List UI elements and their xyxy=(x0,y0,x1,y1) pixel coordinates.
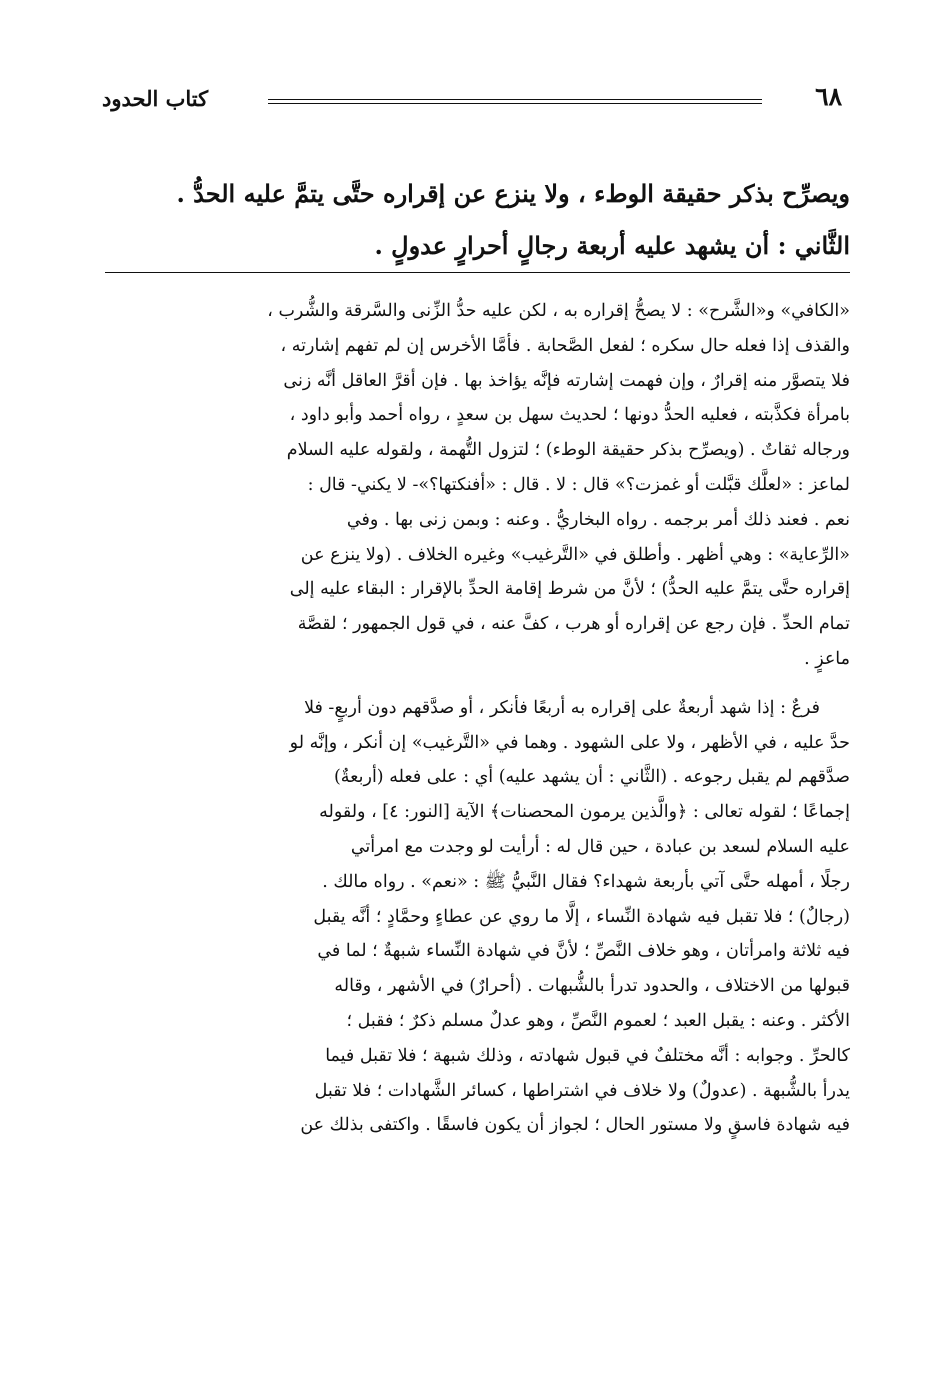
commentary-line: تمام الحدِّ . فإن رجع عن إقراره أو هرب ، كفَّ عنه ، في قول الجمهور ؛ لقصَّة xyxy=(297,614,850,635)
main-text xyxy=(105,168,850,272)
commentary-line: فرعٌ : إذا شهد أربعةٌ على إقراره به أربعًا فأنكر ، أو صدَّقهم دون أربعٍ- فلا xyxy=(304,697,820,718)
commentary-line: فيه شهادة فاسقٍ ولا مستور الحال ؛ لجواز أن يكون فاسقًا . واكتفى بذلك عن xyxy=(300,1115,850,1136)
commentary-line: رجلًا ، أمهله حتَّى آتي بأربعة شهداء؟ فقال النَّبيُّ ﷺ : «نعم» . رواه مالك . xyxy=(322,871,850,892)
commentary-line: (رجالٌ) ؛ فلا تقبل فيه شهادة النِّساء ، إلَّا ما روي عن عطاءٍ وحمَّادٍ ؛ أنَّه يقبل xyxy=(313,906,850,927)
commentary-line: الأكثر . وعنه : يقبل العبد ؛ لعموم النَّصِّ ، وهو عدلٌ مسلم ذكرٌ ؛ فقبل ؛ xyxy=(346,1010,850,1031)
commentary-line: كالحرِّ . وجوابه : أنَّه مختلفٌ في قبول شهادته ، وذلك شبهة ؛ فلا تقبل فيما xyxy=(325,1045,850,1066)
commentary xyxy=(105,294,850,1143)
commentary-line: ورجاله ثقاتٌ . (ويصرِّح بذكر حقيقة الوطء) ؛ لتزول التُّهمة ، ولقوله عليه السلام xyxy=(286,440,850,461)
commentary-line: والقذف إذا فعله حال سكره ؛ لفعل الصَّحابة . فأمَّا الأخرس إن لم تفهم إشارته ، xyxy=(280,335,850,356)
commentary-line: ماعزٍ . xyxy=(804,648,850,669)
commentary-line: «الرِّعاية» : وهي أظهر . وأطلق في «التَّرغيب» وغيره الخلاف . (ولا ينزع عن xyxy=(300,544,850,565)
separator-rule xyxy=(105,272,850,273)
page-number: ٦٨ xyxy=(815,82,842,111)
commentary-line: فلا يتصوَّر منه إقرارٌ ، وإن فهمت إشارته فإنَّه يؤاخذ بها . فإن أقرَّ العاقل أنَّه زنى xyxy=(283,370,850,391)
commentary-line: بامرأة فكذَّبته ، فعليه الحدُّ دونها ؛ لحديث سهل بن سعدٍ ، رواه أحمد وأبو داود ، xyxy=(289,405,850,426)
paragraph-gap xyxy=(105,677,850,691)
commentary-paragraph-1 xyxy=(105,294,850,677)
commentary-line: عليه السلام لسعد بن عبادة ، حين قال له : أرأيت لو وجدت مع امرأتي xyxy=(350,836,850,857)
commentary-line: إجماعًا ؛ لقوله تعالى : ﴿والَّذين يرمون المحصنات﴾ الآية [النور: ٤] ، ولقوله xyxy=(319,802,850,823)
commentary-line: فيه ثلاثة وامرأتان ، وهو خلاف النَّصِّ ؛ لأنَّ في شهادة النِّساء شبهةٌ ؛ لما في xyxy=(317,941,850,962)
book-title: كتاب الحدود xyxy=(102,86,209,111)
commentary-line: يدرأ بالشُّبهة . (عدولٌ) ولا خلاف في اشتراطها ، كسائر الشَّهادات ؛ فلا تقبل xyxy=(314,1080,850,1101)
commentary-line: نعم . فعند ذلك أمر برجمه . رواه البخاريُّ . وعنه : وبمن زنى بها . وفي xyxy=(346,509,850,530)
header-rule xyxy=(268,99,762,104)
commentary-line: إقراره حتَّى يتمَّ عليه الحدُّ) ؛ لأنَّ من شرط إقامة الحدِّ بالإقرار : البقاء عليه إلى xyxy=(289,579,850,600)
commentary-line: لماعز : «لعلَّك قبَّلت أو غمزت؟» قال : لا . قال : «أفنكتها؟»- لا يكني- قال : xyxy=(307,474,850,495)
commentary-paragraph-2 xyxy=(105,691,850,1143)
main-text-line: الثَّاني : أن يشهد عليه أربعة رجالٍ أحرارٍ عدولٍ . xyxy=(374,231,850,260)
commentary-line: حدَّ عليه ، في الأظهر ، ولا على الشهود . وهما في «التَّرغيب» إن أنكر ، وإنَّه لو xyxy=(289,732,850,753)
commentary-line: «الكافي» و«الشَّرح» : لا يصحُّ إقراره به ، لكن عليه حدُّ الزِّنى والسَّرقة والشُّرب ، xyxy=(267,301,850,321)
commentary-line: صدَّقهم لم يقبل رجوعه . (الثَّاني : أن يشهد عليه) أي : على فعله (أربعةٌ) xyxy=(333,767,850,788)
main-text-line: ويصرِّح بذكر حقيقة الوطء ، ولا ينزع عن إقراره حتَّى يتمَّ عليه الحدُّ . xyxy=(176,179,850,208)
running-header xyxy=(98,82,852,122)
commentary-line: قبولها من الاختلاف ، والحدود تدرأ بالشُّبهات . (أحرارٌ) في الأشهر ، وقاله xyxy=(334,976,850,997)
